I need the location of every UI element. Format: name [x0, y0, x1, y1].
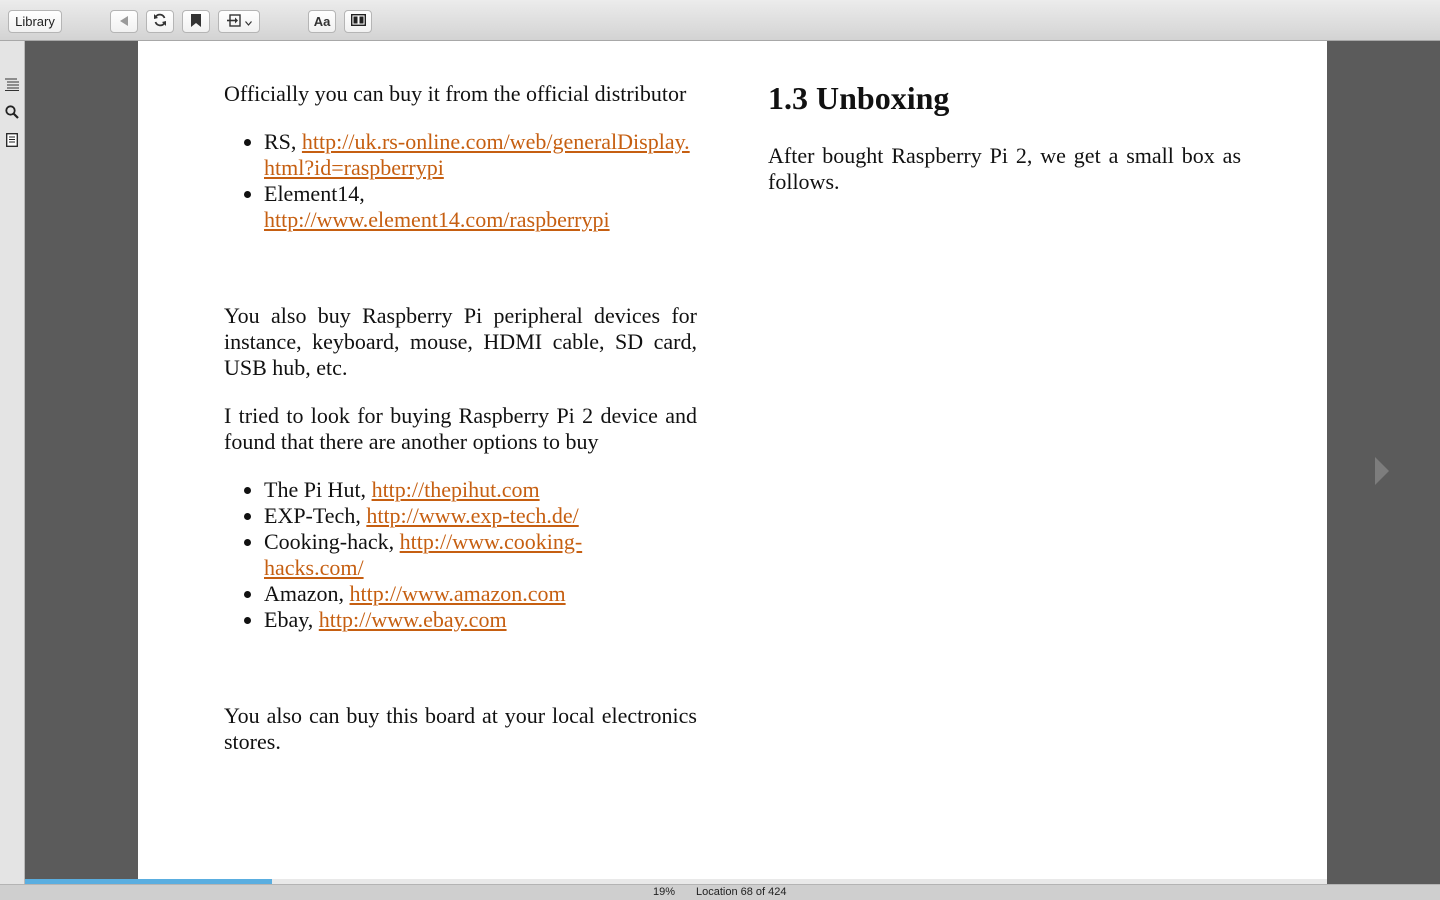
table-of-contents-icon[interactable]: [4, 76, 20, 92]
list-item: • The Pi Hut, http://thepihut.com: [264, 477, 697, 503]
book-page: [138, 41, 1327, 884]
section-heading: 1.3 Unboxing: [768, 80, 950, 116]
list-item: • RS, http://uk.rs-online.com/web/generalDisplay.html?id=raspberrypi: [264, 129, 697, 181]
search-icon[interactable]: [4, 104, 20, 120]
amazon-link[interactable]: http://www.amazon.com: [349, 581, 566, 606]
paragraph-local-stores: You also can buy this board at your local electronics stores.: [224, 703, 697, 754]
list-item: • Cooking-hack, http://www.cooking-hacks.com/: [264, 529, 697, 581]
list-item: • Amazon, http://www.amazon.com: [264, 581, 697, 607]
two-column-icon: [351, 14, 366, 29]
right-column: [768, 81, 1241, 195]
left-rail: [0, 41, 25, 884]
element14-link[interactable]: http://www.element14.com/raspberrypi: [264, 207, 610, 232]
distributor-list: [224, 129, 697, 233]
list-item: • Element14, http://www.element14.com/raspberrypi: [264, 181, 697, 233]
font-settings-button[interactable]: Aa: [308, 10, 336, 33]
chevron-down-icon: [245, 14, 252, 29]
bookmark-icon: [191, 14, 201, 30]
toolbar: [0, 0, 1440, 41]
list-item: • Ebay, http://www.ebay.com: [264, 607, 697, 633]
layout-button[interactable]: [344, 10, 372, 33]
bookmark-button[interactable]: [182, 10, 210, 33]
sync-icon: [153, 13, 167, 30]
cooking-hacks-link[interactable]: http://www.cooking-hacks.com/: [264, 529, 583, 580]
status-bar: [0, 884, 1440, 900]
paragraph-peripherals: You also buy Raspberry Pi peripheral devices for instance, keyboard, mouse, HDMI cable, SD card, USB hub, etc.: [224, 303, 697, 380]
back-arrow-icon: [119, 14, 129, 29]
goto-location-icon: [227, 14, 241, 30]
paragraph-official-distributor: Officially you can buy it from the official distributor: [224, 81, 687, 106]
list-item: • EXP-Tech, http://www.exp-tech.de/: [264, 503, 697, 529]
rs-link[interactable]: http://uk.rs-online.com/web/generalDisplay.html?id=raspberrypi: [264, 129, 690, 180]
next-page-icon[interactable]: [1372, 455, 1392, 487]
thepihut-link[interactable]: http://thepihut.com: [371, 477, 540, 502]
back-button[interactable]: [110, 10, 138, 33]
notes-icon[interactable]: [4, 132, 20, 148]
options-list: [224, 477, 697, 633]
sync-button[interactable]: [146, 10, 174, 33]
library-button[interactable]: Library: [8, 10, 62, 33]
left-column: [224, 81, 697, 755]
exp-tech-link[interactable]: http://www.exp-tech.de/: [366, 503, 579, 528]
percent-read: 19%: [653, 886, 676, 898]
paragraph-other-options: I tried to look for buying Raspberry Pi 2 device and found that there are another options to buy: [224, 403, 697, 454]
paragraph-unboxing: After bought Raspberry Pi 2, we get a small box as follows.: [768, 143, 1241, 194]
goto-location-button[interactable]: [218, 10, 260, 33]
location-indicator: Location 68 of 424: [696, 886, 787, 898]
ebay-link[interactable]: http://www.ebay.com: [318, 607, 507, 632]
